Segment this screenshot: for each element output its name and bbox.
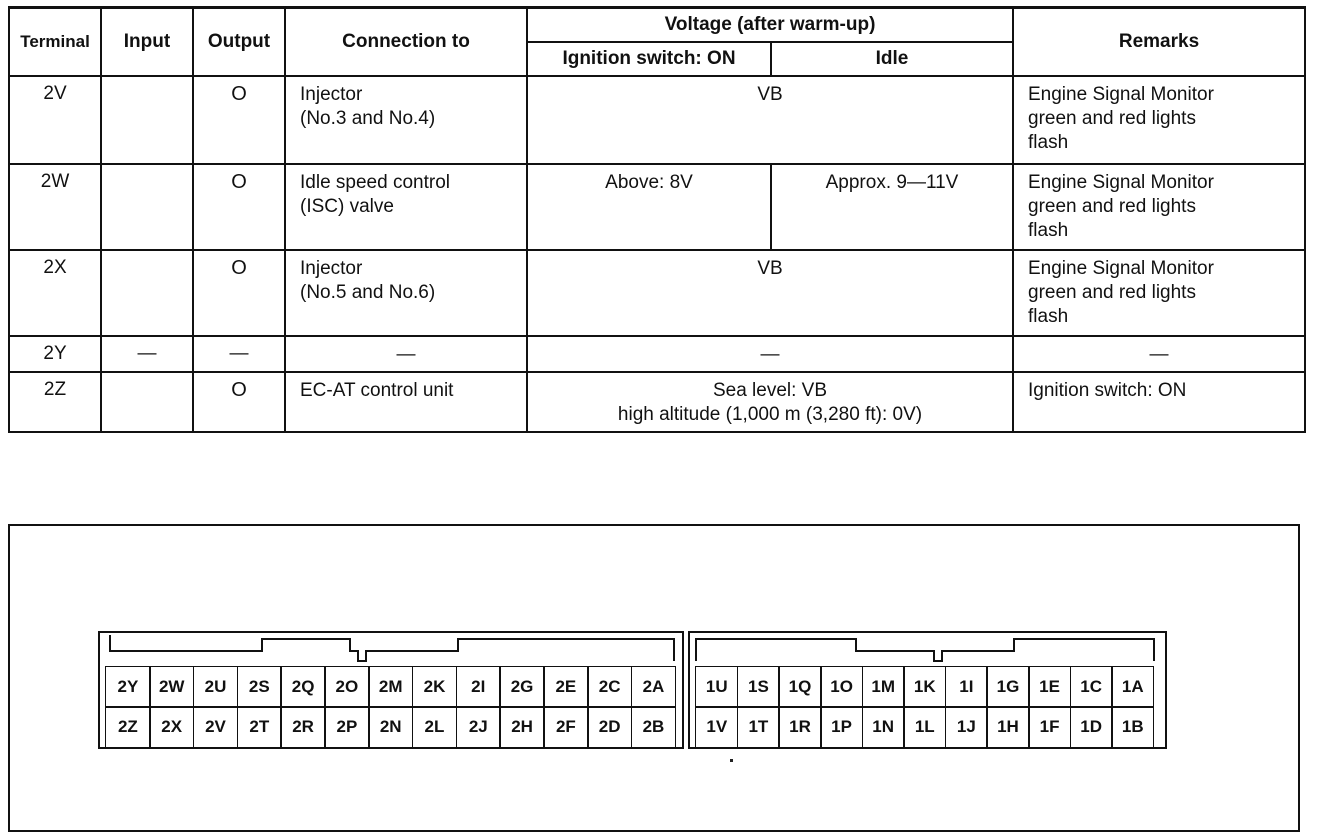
input-cell [101, 164, 193, 250]
pin-cell: 2Y [105, 666, 150, 708]
header-input: Input [101, 8, 193, 76]
voltage-cell: — [527, 336, 1013, 372]
table-row [9, 372, 1305, 432]
pin-cell: 2T [237, 706, 282, 748]
pin-cell: 1G [986, 666, 1029, 708]
voltage-cell: VB [527, 76, 1013, 164]
pin-cell: 2U [193, 666, 238, 708]
pin-cell: 2R [280, 706, 325, 748]
remarks-cell: Engine Signal Monitor green and red lights flash [1013, 76, 1305, 164]
pin-cell: 1H [986, 706, 1029, 748]
input-cell: — [101, 336, 193, 372]
pin-cell: 2J [456, 706, 501, 748]
remarks-cell: — [1013, 336, 1305, 372]
pin-cell: 1D [1070, 706, 1113, 748]
pin-cell: 2B [631, 706, 676, 748]
header-remarks: Remarks [1013, 8, 1305, 76]
connector-left-outline [100, 633, 686, 667]
pin-cell: 1R [778, 706, 821, 748]
header-connection: Connection to [285, 8, 527, 76]
pin-cell: 1B [1111, 706, 1154, 748]
connector-left [98, 631, 684, 749]
pin-cell: 2D [587, 706, 632, 748]
pin-cell: 1C [1070, 666, 1113, 708]
pin-cell: 2X [149, 706, 194, 748]
pin-cell: 1S [737, 666, 780, 708]
pin-cell: 2M [368, 666, 413, 708]
table-row [9, 250, 1305, 336]
stray-dot [730, 759, 733, 762]
remarks-cell: Engine Signal Monitor green and red lights flash [1013, 250, 1305, 336]
pin-cell: 1J [945, 706, 988, 748]
pin-cell: 1O [820, 666, 863, 708]
output-cell: O [193, 76, 285, 164]
connector-right-pins [696, 667, 1154, 747]
pin-cell: 1Q [778, 666, 821, 708]
pin-cell: 1V [695, 706, 738, 748]
voltage-cell: VB [527, 250, 1013, 336]
pin-cell: 1P [820, 706, 863, 748]
header-output: Output [193, 8, 285, 76]
pin-cell: 1U [695, 666, 738, 708]
connection-cell: Idle speed control (ISC) valve [285, 164, 527, 250]
pin-cell: 1E [1028, 666, 1071, 708]
pin-cell: 2H [499, 706, 544, 748]
pin-cell: 2L [412, 706, 457, 748]
connection-cell: EC-AT control unit [285, 372, 527, 432]
pin-cell: 1F [1028, 706, 1071, 748]
terminal-table [8, 6, 1306, 433]
connector-diagram-panel [8, 524, 1300, 832]
pin-cell: 2G [499, 666, 544, 708]
header-voltage: Voltage (after warm-up) [527, 8, 1013, 42]
input-cell [101, 372, 193, 432]
remarks-cell: Ignition switch: ON [1013, 372, 1305, 432]
pin-cell: 2E [543, 666, 588, 708]
voltage-on-cell: Above: 8V [527, 164, 771, 250]
remarks-cell: Engine Signal Monitor green and red lights flash [1013, 164, 1305, 250]
pin-cell: 1T [737, 706, 780, 748]
pin-cell: 2I [456, 666, 501, 708]
table-row [9, 164, 1305, 250]
pin-cell: 1A [1111, 666, 1154, 708]
header-terminal: Terminal [9, 8, 101, 76]
pin-cell: 1K [903, 666, 946, 708]
terminal-cell: 2V [9, 76, 101, 164]
header-ignition-on: Ignition switch: ON [527, 42, 771, 76]
pin-cell: 1L [903, 706, 946, 748]
terminal-cell: 2X [9, 250, 101, 336]
connector-right [688, 631, 1167, 749]
voltage-cell: Sea level: VB high altitude (1,000 m (3,280 ft): 0V) [527, 372, 1013, 432]
output-cell: O [193, 250, 285, 336]
pin-cell: 2N [368, 706, 413, 748]
terminal-cell: 2Z [9, 372, 101, 432]
terminal-cell: 2W [9, 164, 101, 250]
input-cell [101, 250, 193, 336]
pin-cell: 1I [945, 666, 988, 708]
pin-cell: 2K [412, 666, 457, 708]
connection-cell: Injector (No.3 and No.4) [285, 76, 527, 164]
pin-cell: 2Z [105, 706, 150, 748]
connection-cell: Injector (No.5 and No.6) [285, 250, 527, 336]
pin-cell: 1N [862, 706, 905, 748]
connection-cell: — [285, 336, 527, 372]
pin-cell: 2P [324, 706, 369, 748]
pin-cell: 2A [631, 666, 676, 708]
pin-cell: 2Q [280, 666, 325, 708]
output-cell: O [193, 372, 285, 432]
pin-cell: 2S [237, 666, 282, 708]
pin-cell: 2W [149, 666, 194, 708]
pin-cell: 2V [193, 706, 238, 748]
voltage-idle-cell: Approx. 9—11V [771, 164, 1013, 250]
table-row [9, 336, 1305, 372]
table-row [9, 76, 1305, 164]
pin-cell: 2C [587, 666, 632, 708]
connector-left-pins [106, 667, 675, 747]
connector-right-outline [690, 633, 1169, 667]
header-idle: Idle [771, 42, 1013, 76]
input-cell [101, 76, 193, 164]
pin-cell: 1M [862, 666, 905, 708]
pin-cell: 2F [543, 706, 588, 748]
terminal-cell: 2Y [9, 336, 101, 372]
output-cell: O [193, 164, 285, 250]
pin-cell: 2O [324, 666, 369, 708]
output-cell: — [193, 336, 285, 372]
